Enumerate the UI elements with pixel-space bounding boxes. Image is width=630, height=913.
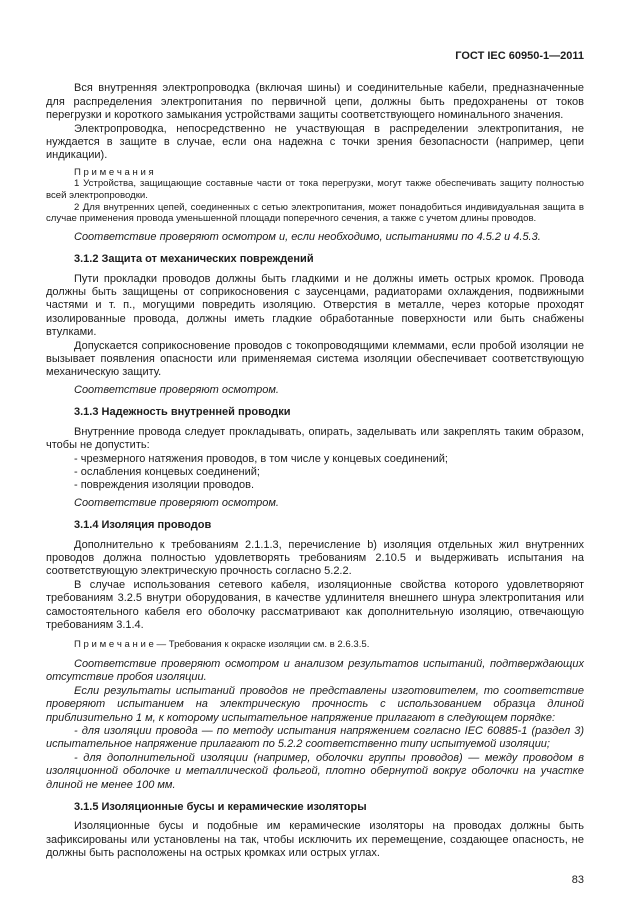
compliance-note: - для дополнительной изоляции (например, оболочки группы проводов) — между проводом в изоляционной оболочке и металлической фольгой, плотно обернутой вокруг оболочки на участке длиной не менее 100 мм. <box>46 751 584 791</box>
paragraph: Дополнительно к требованиям 2.1.1.3, перечисление b) изоляция отдельных жил внутренних проводов должна полностью удовлетворять требованиям 2.10.5 и выдерживать испытания на соответствующую электрическую прочность согласно 5.2.2. <box>46 538 584 578</box>
compliance-block <box>46 658 584 792</box>
compliance-note: Соответствие проверяют осмотром. <box>74 496 279 509</box>
section-heading-3-1-4: 3.1.4 Изоляция проводов <box>74 519 212 532</box>
note-item: 2 Для внутренних цепей, соединенных с сетью электропитания, может понадобиться индивидуальная защита в случае применения провода уменьшенной площади поперечного сечения, а также с учетом длины проводов. <box>46 201 584 225</box>
paragraph: Электропроводка, непосредственно не участвующая в распределении электропитания, не нуждается в защите в случае, если она надежна с точки зрения безопасности (например, цепи индикации). <box>46 122 584 162</box>
section-heading-3-1-2: 3.1.2 Защита от механических повреждений <box>74 253 314 266</box>
compliance-note: Если результаты испытаний проводов не представлены изготовителем, то соответствие проверяют испытанием на электрическую прочность с использованием образца длиной приблизительно 1 м, к которому испытательное напряжение прилагают в следующем порядке: <box>46 684 584 724</box>
compliance-note: Соответствие проверяют осмотром и, если необходимо, испытаниями по 4.5.2 и 4.5.3. <box>74 230 541 243</box>
note-item: 1 Устройства, защищающие составные части от тока перегрузки, могут также обеспечивать защиту полностью всей электропроводки. <box>46 178 584 202</box>
paragraph: Изоляционные бусы и подобные им керамические изоляторы на проводах должны быть зафиксированы или установлены на так, чтобы исключить их перемещение, создающее опасность, не должны быть расположены на острых кромках или острых углах. <box>46 820 584 860</box>
section-heading-3-1-5: 3.1.5 Изоляционные бусы и керамические изоляторы <box>74 801 367 814</box>
paragraph: Допускается соприкосновение проводов с токопроводящими клеммами, если пробой изоляции не вызывает появления опасности или применяемая система изоляции обеспечивает соответствующую механическую защиту. <box>46 339 584 379</box>
list-item: - ослабления концевых соединений; <box>74 465 260 478</box>
compliance-note: Соответствие проверяют осмотром. <box>74 383 279 396</box>
compliance-note: Соответствие проверяют осмотром и анализом результатов испытаний, подтверждающих отсутствие пробоя изоляции. <box>46 657 584 684</box>
compliance-note: - для изоляции провода — по методу испытания напряжением согласно IEC 60885-1 (раздел 3) испытательное напряжение прилагают по 5.2.2 соответственно типу испытуемой изоляции; <box>46 725 584 751</box>
doc-header-title: ГОСТ IEC 60950-1—2011 <box>455 50 584 62</box>
list-item: - повреждения изоляции проводов. <box>74 479 255 492</box>
note-text: — Требования к окраске изоляции см. в 2.6.3.5. <box>156 639 370 651</box>
paragraph: В случае использования сетевого кабеля, изоляционные свойства которого удовлетворяют требованиям 3.2.5 внутри оборудования, в качестве удлинителя внешнего шнура электропитания или самостоятельного кабеля его оболочку рассматривают как дополнительную изоляцию, отвечающую требованиям 3.1.4. <box>46 578 584 631</box>
notes-label: П р и м е ч а н и я <box>74 166 154 178</box>
note-item <box>46 639 584 651</box>
section-heading-3-1-3: 3.1.3 Надежность внутренней проводки <box>74 406 291 419</box>
list-item: - чрезмерного натяжения проводов, в том числе у концевых соединений; <box>74 452 448 465</box>
note-label: П р и м е ч а н и е <box>74 639 154 651</box>
page-number: 83 <box>571 873 584 886</box>
paragraph: Внутренние провода следует прокладывать, опирать, заделывать или закреплять таким образом, чтобы не допустить: <box>46 425 584 452</box>
notes-block <box>46 167 584 225</box>
paragraph: Вся внутренняя электропроводка (включая шины) и соединительные кабели, предназначенные для распределения электропитания по первичной цепи, должны быть предохранены от токов перегрузки и короткого замыкания устройствами защиты соответствующего номинального значения. <box>46 82 584 122</box>
paragraph: Пути прокладки проводов должны быть гладкими и не должны иметь острых кромок. Провода должны быть защищены от соприкосновения с заусенцами, радиаторами охлаждения, подвижными частями и т. п., могущими повредить изоляцию. Отверстия в металле, через которые проходят изолированные провода, должны иметь гладкие обработанные поверхности или быть снабжены втулками. <box>46 272 584 339</box>
